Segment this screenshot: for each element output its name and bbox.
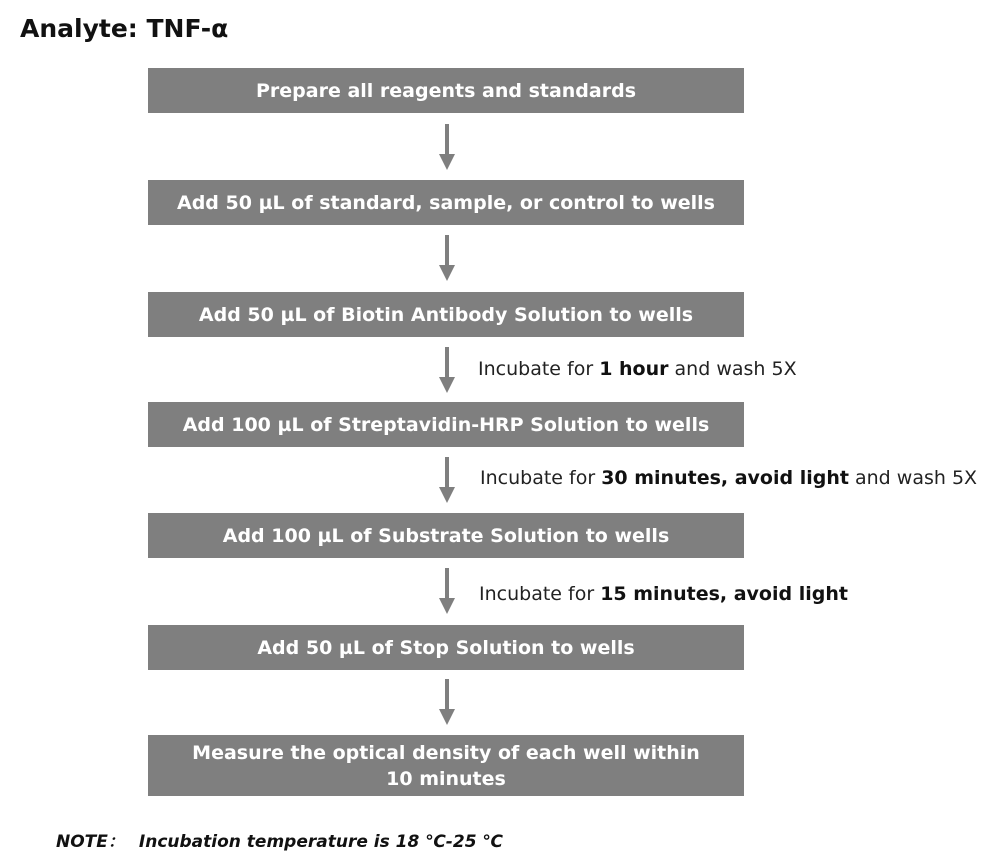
step-label: Add 100 µL of Substrate Solution to wells (222, 524, 670, 547)
step-box-add-biotin-antibody (148, 292, 744, 337)
step-box-measure-od (148, 735, 744, 796)
footnote-label: NOTE： (56, 832, 125, 852)
step-label: Measure the optical density of each well within 10 minutes (192, 741, 700, 790)
step-box-add-substrate (148, 513, 744, 558)
step-box-add-streptavidin-hrp (148, 402, 744, 447)
page-title: Analyte: TNF-α (20, 14, 229, 43)
down-arrow-icon (438, 457, 456, 503)
down-arrow-icon (438, 347, 456, 393)
step-box-add-standard (148, 180, 744, 225)
incubation-note: Incubate for 1 hour and wash 5X (478, 358, 797, 380)
step-label: Add 50 µL of Stop Solution to wells (257, 636, 635, 659)
step-box-add-stop-solution (148, 625, 744, 670)
down-arrow-icon (438, 679, 456, 725)
incubation-note: Incubate for 30 minutes, avoid light and wash 5X (480, 467, 978, 489)
incubation-note: Incubate for 15 minutes, avoid light (479, 583, 848, 605)
step-box-prepare (148, 68, 744, 113)
down-arrow-icon (438, 235, 456, 281)
step-label: Add 50 µL of Biotin Antibody Solution to wells (198, 303, 694, 326)
footnote-text: Incubation temperature is 18 ℃-25 ℃ (138, 832, 504, 852)
down-arrow-icon (438, 124, 456, 170)
footnote (56, 827, 503, 852)
step-label: Add 100 µL of Streptavidin-HRP Solution to wells (182, 413, 710, 436)
step-label: Add 50 µL of standard, sample, or control to wells (177, 191, 715, 214)
down-arrow-icon (438, 568, 456, 614)
step-label: Prepare all reagents and standards (255, 79, 637, 102)
